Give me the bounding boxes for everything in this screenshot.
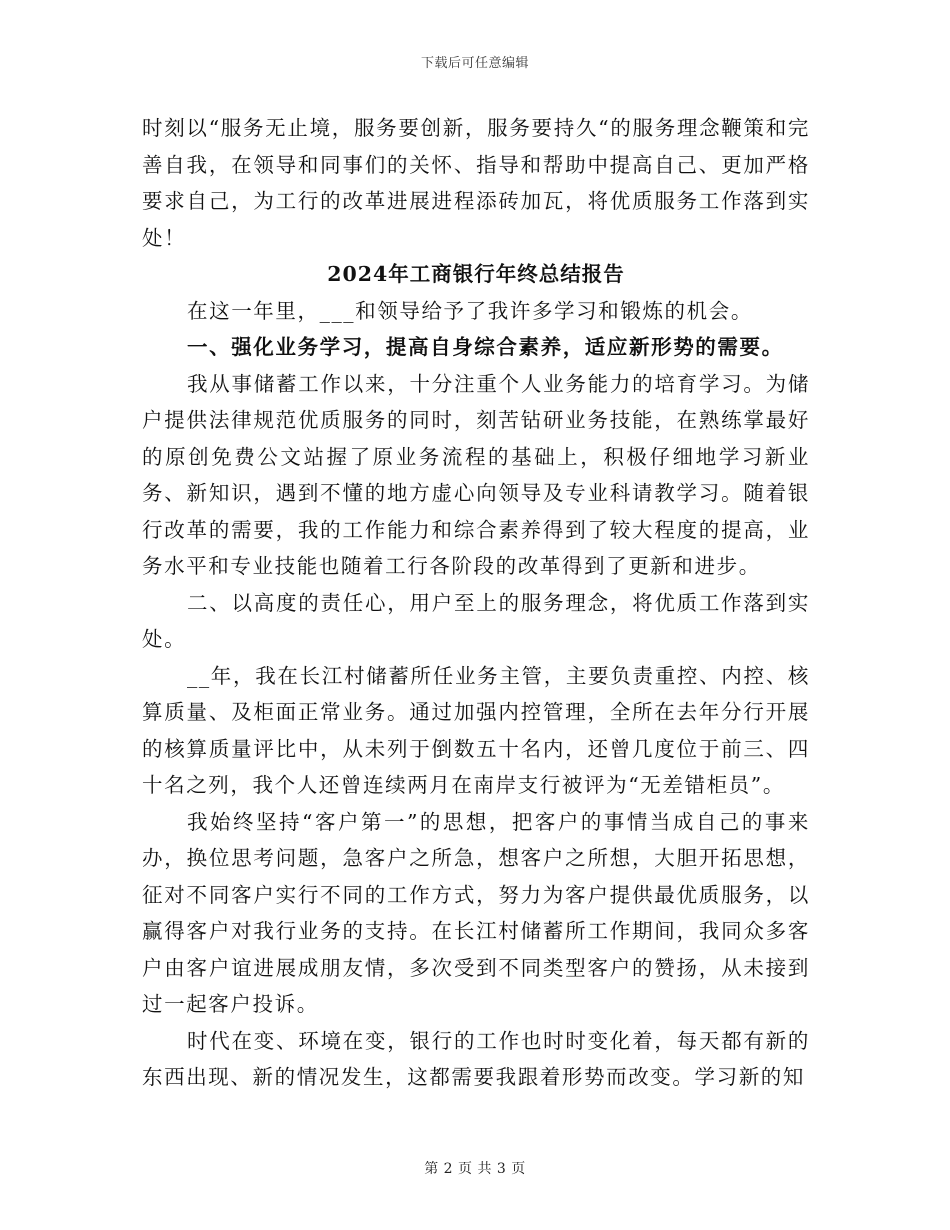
page-header: 下载后可任意编辑 — [420, 56, 529, 71]
paragraph-changing-times: 时代在变、环境在变，银行的工作也时时变化着，每天都有新的东西出现、新的情况发生，这都需要我跟着形势而改变。学习新的知 — [142, 1028, 810, 1089]
document-title: 2024年工商银行年终总结报告 — [327, 262, 625, 286]
section-heading-2: 二、以高度的责任心，用户至上的服务理念，将优质工作落到实处。 — [142, 590, 810, 651]
paragraph-section-1: 我从事储蓄工作以来，十分注重个人业务能力的培育学习。为储户提供法律规范优质服务的同时，刻苦钻研业务技能，在熟练掌最好的原创免费公文站握了原业务流程的基础上，积极仔细地学习新业务、新知识，遇到不懂的地方虚心向领导及专业科请教学习。随着银行改革的需要，我的工作能力和综合素养得到了较大程度的提高，业务水平和专业技能也随着工行各阶段的改革得到了更新和进步。 — [142, 371, 810, 578]
paragraph-section-2: __年，我在长江村储蓄所任业务主管，主要负责重控、内控、核算质量、及柜面正常业务。通过加强内控管理，全所在去年分行开展的核算质量评比中，从未列于倒数五十名内，还曾几度位于前三、四十名之列，我个人还曾连续两月在南岸支行被评为“无差错柜员”。 — [142, 663, 810, 797]
paragraph-intro: 时刻以“服务无止境，服务要创新，服务要持久“的服务理念鞭策和完善自我，在领导和同事们的关怀、指导和帮助中提高自己、更加严格要求自己，为工行的改革进展进程添砖加瓦，将优质服务工作落到实处！ — [142, 116, 810, 250]
page-footer: 第 2 页 共 3 页 — [424, 1161, 526, 1177]
paragraph-customer-first: 我始终坚持“客户第一”的思想，把客户的事情当成自己的事来办，换位思考问题，急客户之所急，想客户之所想，大胆开拓思想，征对不同客户实行不同的工作方式，努力为客户提供最优质服务，以赢得客户对我行业务的支持。在长江村储蓄所工作期间，我同众多客户由客户谊进展成朋友情，多次受到不同类型客户的赞扬，从未接到过一起客户投诉。 — [142, 809, 810, 1016]
section-heading-1: 一、强化业务学习，提高自身综合素养，适应新形势的需要。 — [187, 335, 784, 359]
paragraph-opening: 在这一年里，___和领导给予了我许多学习和锻炼的机会。 — [187, 298, 753, 323]
document-body — [142, 110, 810, 1096]
